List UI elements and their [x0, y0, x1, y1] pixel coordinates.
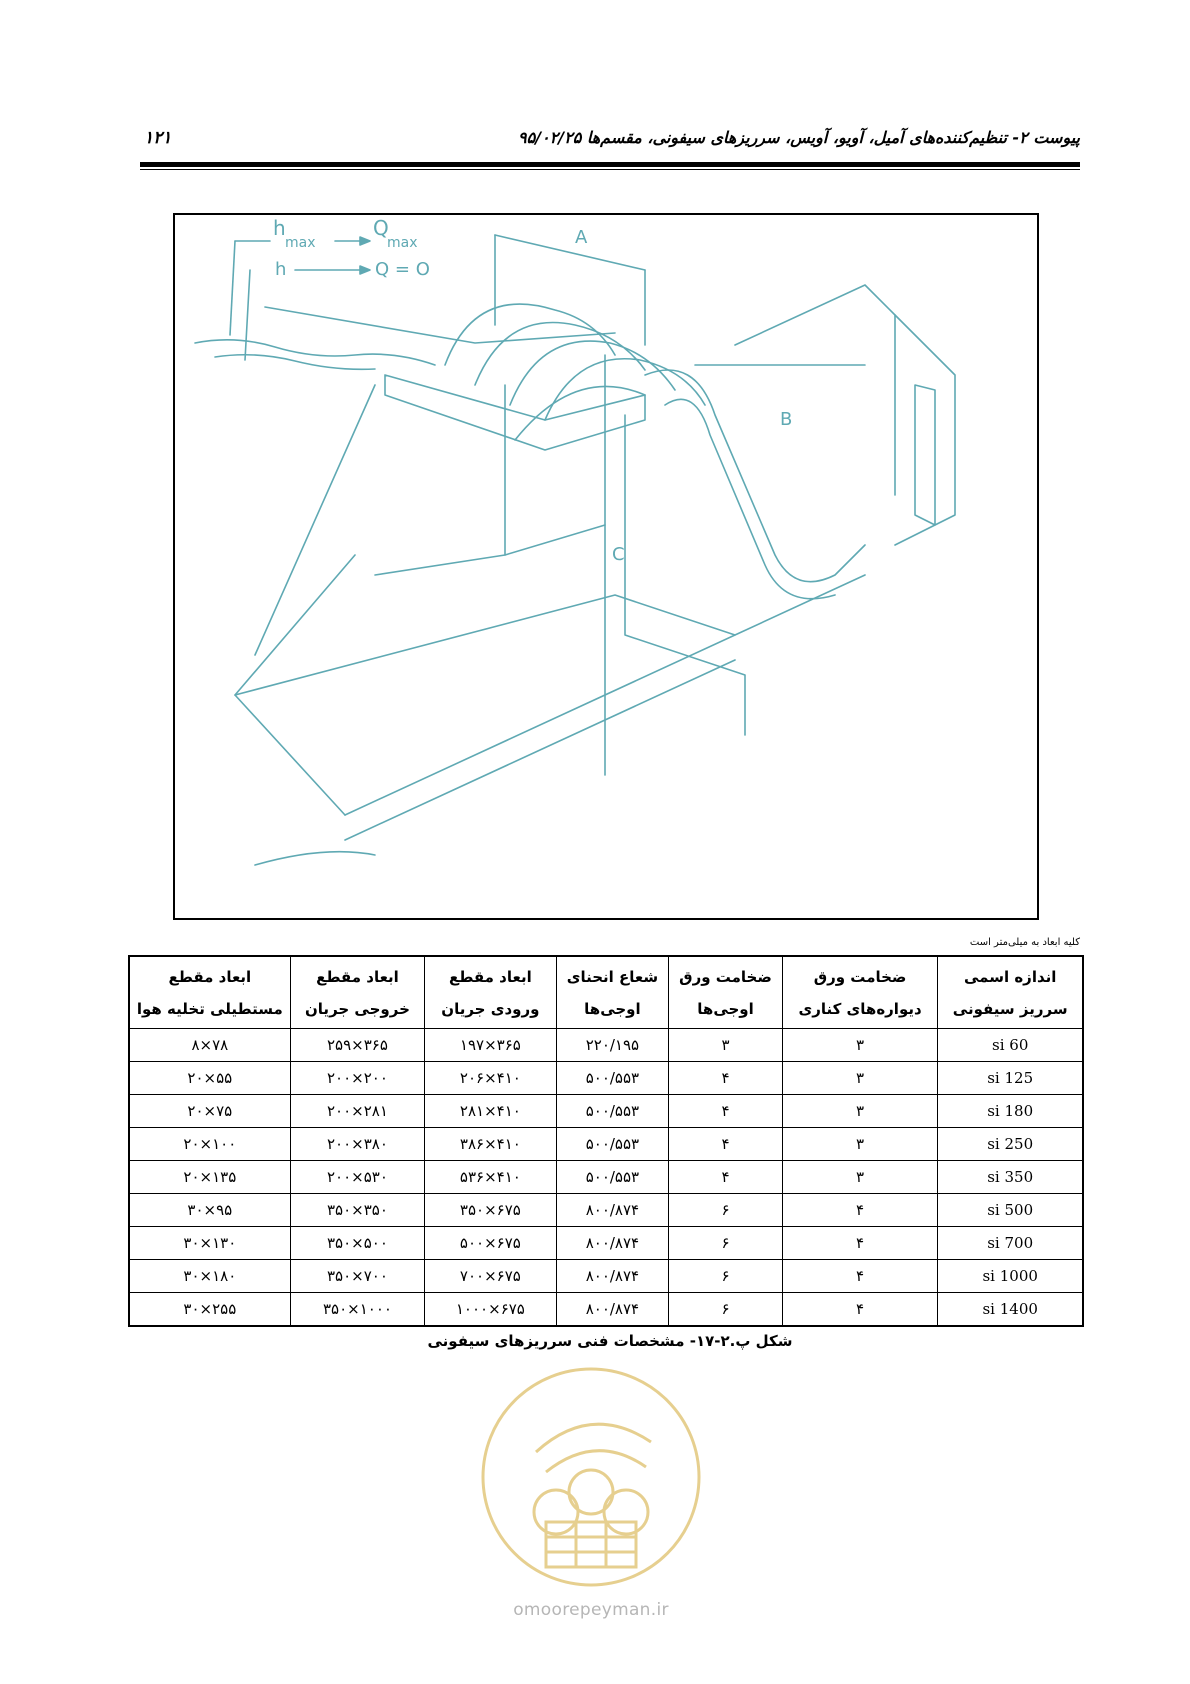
- table-cell: ۴۱۰×۲۰۶: [425, 1062, 556, 1095]
- header-rule-thick: [140, 162, 1080, 167]
- table-cell: ۳: [782, 1128, 938, 1161]
- page-header: [140, 128, 1080, 160]
- table-cell: ۸۰۰/۸۷۴: [556, 1227, 669, 1260]
- col-ogee-radius: شعاع انحنای اوجی‌ها: [556, 956, 669, 1029]
- label-h: h: [275, 259, 287, 280]
- table-cell: ۶: [669, 1260, 782, 1293]
- label-q-zero: Q = O: [375, 259, 430, 280]
- table-cell: ۷۵×۲۰: [129, 1095, 290, 1128]
- siphon-spec-table: [128, 955, 1084, 1327]
- label-b: B: [780, 409, 793, 430]
- watermark-gear-left: [534, 1490, 578, 1534]
- table-row: [129, 1260, 1083, 1293]
- table-cell: ۲۰۰×۲۰۰: [290, 1062, 425, 1095]
- label-hmax-sub: max: [285, 235, 316, 251]
- table-cell: ۴: [782, 1293, 938, 1327]
- page-number: ۱۲۱: [144, 128, 172, 148]
- table-cell: si 500: [938, 1194, 1083, 1227]
- table-cell: ۳: [782, 1161, 938, 1194]
- table-cell: ۶: [669, 1293, 782, 1327]
- table-cell: si 180: [938, 1095, 1083, 1128]
- header-rule-thin: [140, 169, 1080, 170]
- watermark-script: [536, 1424, 651, 1452]
- label-c: C: [612, 544, 625, 565]
- table-cell: ۴: [782, 1194, 938, 1227]
- table-cell: si 60: [938, 1029, 1083, 1062]
- table-cell: ۳: [782, 1095, 938, 1128]
- table-row: [129, 1293, 1083, 1327]
- table-cell: ۱۰۰×۲۰: [129, 1128, 290, 1161]
- table-cell: si 350: [938, 1161, 1083, 1194]
- table-header-row: [129, 956, 1083, 1029]
- table-cell: ۳: [782, 1029, 938, 1062]
- table-cell: ۴: [669, 1095, 782, 1128]
- table-cell: ۸۰۰/۸۷۴: [556, 1293, 669, 1327]
- table-cell: ۳۶۵×۱۹۷: [425, 1029, 556, 1062]
- table-cell: ۳: [782, 1062, 938, 1095]
- table-cell: si 1000: [938, 1260, 1083, 1293]
- table-cell: ۴۱۰×۳۸۶: [425, 1128, 556, 1161]
- table-cell: ۶۷۵×۵۰۰: [425, 1227, 556, 1260]
- table-cell: ۱۳۰×۳۰: [129, 1227, 290, 1260]
- watermark-gear-center: [569, 1470, 613, 1514]
- watermark-gear-right: [604, 1490, 648, 1534]
- table-cell: ۸۰۰/۸۷۴: [556, 1194, 669, 1227]
- table-cell: ۳۵۰×۳۵۰: [290, 1194, 425, 1227]
- table-cell: ۷۸×۸: [129, 1029, 290, 1062]
- table-cell: ۱۳۵×۲۰: [129, 1161, 290, 1194]
- table-cell: ۶: [669, 1194, 782, 1227]
- table-cell: ۵۰۰×۳۵۰: [290, 1227, 425, 1260]
- table-row: [129, 1161, 1083, 1194]
- table-cell: ۲۸۱×۲۰۰: [290, 1095, 425, 1128]
- units-note: کلیه ابعاد به میلی‌متر است: [969, 937, 1080, 948]
- col-side-wall-thickness: ضخامت ورق دیواره‌های کناری: [782, 956, 938, 1029]
- table-row: [129, 1194, 1083, 1227]
- figure-caption: شکل پ.۲-۱۷- مشخصات فنی سرریزهای سیفونی: [427, 1332, 793, 1350]
- table-cell: si 700: [938, 1227, 1083, 1260]
- table-cell: ۵۰۰/۵۵۳: [556, 1095, 669, 1128]
- table-row: [129, 1029, 1083, 1062]
- table-cell: ۲۵۵×۳۰: [129, 1293, 290, 1327]
- table-cell: ۴: [669, 1128, 782, 1161]
- table-body: [129, 1029, 1083, 1327]
- watermark-site: omoorepeyman.ir: [513, 1600, 669, 1620]
- table-cell: ۳: [669, 1029, 782, 1062]
- table-cell: ۴: [782, 1227, 938, 1260]
- table-cell: ۵۳۰×۲۰۰: [290, 1161, 425, 1194]
- table-cell: ۴۱۰×۲۸۱: [425, 1095, 556, 1128]
- table-cell: si 1400: [938, 1293, 1083, 1327]
- table-cell: ۵۰۰/۵۵۳: [556, 1161, 669, 1194]
- table-row: [129, 1095, 1083, 1128]
- label-qmax: Q: [373, 216, 389, 240]
- table-row: [129, 1227, 1083, 1260]
- siphon-spillway-figure: [173, 213, 1039, 920]
- table-cell: ۶۷۵×۱۰۰۰: [425, 1293, 556, 1327]
- table-cell: ۳۸۰×۲۰۰: [290, 1128, 425, 1161]
- table-cell: ۷۰۰×۳۵۰: [290, 1260, 425, 1293]
- table-cell: ۹۵×۳۰: [129, 1194, 290, 1227]
- table-cell: ۲۲۰/۱۹۵: [556, 1029, 669, 1062]
- table-cell: ۵۵×۲۰: [129, 1062, 290, 1095]
- table-cell: ۵۰۰/۵۵۳: [556, 1128, 669, 1161]
- table-row: [129, 1128, 1083, 1161]
- label-a: A: [575, 227, 588, 248]
- table-cell: ۵۰۰/۵۵۳: [556, 1062, 669, 1095]
- table-cell: ۴: [669, 1161, 782, 1194]
- col-ogee-thickness: ضخامت ورق اوجی‌ها: [669, 956, 782, 1029]
- table-cell: ۱۰۰۰×۳۵۰: [290, 1293, 425, 1327]
- table-cell: ۴۱۰×۵۳۶: [425, 1161, 556, 1194]
- table-cell: ۳۶۵×۲۵۹: [290, 1029, 425, 1062]
- table-cell: ۴: [669, 1062, 782, 1095]
- col-air-vent-dims: ابعاد مقطع مستطیلی تخلیه هوا: [129, 956, 290, 1029]
- label-qmax-sub: max: [387, 235, 418, 251]
- table-cell: ۴: [782, 1260, 938, 1293]
- table-row: [129, 1062, 1083, 1095]
- watermark-script-2: [546, 1451, 646, 1472]
- figure-labels: [175, 215, 1039, 920]
- header-title: پیوست ۲- تنظیم‌کننده‌های آمیل، آویو، آویس، سرریزهای سیفونی، مقسم‌ها ۹۵/۰۲/۲۵: [518, 128, 1080, 147]
- label-hmax: h: [273, 216, 286, 240]
- watermark-logo: [476, 1362, 706, 1592]
- table-cell: ۶۷۵×۷۰۰: [425, 1260, 556, 1293]
- table-cell: si 125: [938, 1062, 1083, 1095]
- table-cell: si 250: [938, 1128, 1083, 1161]
- table-cell: ۶: [669, 1227, 782, 1260]
- col-nominal-size: اندازه اسمی سرریز سیفونی: [938, 956, 1083, 1029]
- table-cell: ۱۸۰×۳۰: [129, 1260, 290, 1293]
- table-cell: ۶۷۵×۳۵۰: [425, 1194, 556, 1227]
- watermark-grid: [546, 1522, 636, 1567]
- col-outlet-dims: ابعاد مقطع خروجی جریان: [290, 956, 425, 1029]
- table-cell: ۸۰۰/۸۷۴: [556, 1260, 669, 1293]
- col-inlet-dims: ابعاد مقطع ورودی جریان: [425, 956, 556, 1029]
